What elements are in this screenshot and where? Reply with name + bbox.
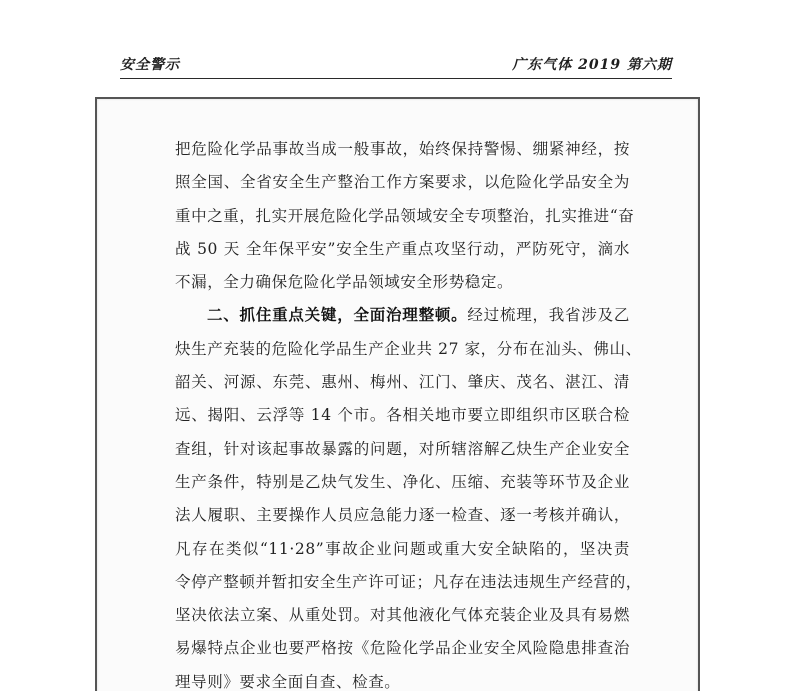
text-line: 理导则》要求全面自查、检查。 bbox=[175, 672, 401, 691]
publication-issue: 广东气体 2019 第六期 bbox=[512, 57, 672, 73]
page-header bbox=[120, 52, 672, 79]
text-line: 查组，针对该起事故暴露的问题，对所辖溶解乙炔生产企业安全 bbox=[175, 439, 630, 458]
text-line: 远、揭阳、云浮等 14 个市。各相关地市要立即组织市区联合检 bbox=[175, 406, 630, 425]
text-line: 不漏，全力确保危险化学品领域安全形势稳定。 bbox=[175, 273, 514, 292]
scanned-document bbox=[95, 97, 700, 691]
text-line: 重中之重，扎实开展危险化学品领域安全专项整治，扎实推进“奋 bbox=[175, 206, 635, 225]
text-line: 易爆特点企业也要严格按《危险化学品企业安全风险隐患排查治 bbox=[175, 639, 630, 658]
text-line: 令停产整顿并暂扣安全生产许可证；凡存在违法违规生产经营的， bbox=[175, 572, 642, 591]
text-line: 坚决依法立案、从重处罚。对其他液化气体充装企业及具有易燃 bbox=[175, 606, 630, 625]
text-line: 照全国、全省安全生产整治工作方案要求，以危险化学品安全为 bbox=[175, 173, 630, 192]
text-line: 凡存在类似“11·28”事故企业问题或重大安全缺陷的，坚决责 bbox=[175, 539, 630, 558]
text-line: 法人履职、主要操作人员应急能力逐一检查、逐一考核并确认， bbox=[175, 506, 630, 525]
paragraph-2-first-line bbox=[175, 303, 630, 336]
paragraph-2-heading: 二、抓住重点关键，全面治理整顿。 bbox=[207, 305, 468, 325]
paragraph-2-text: 经过梳理，我省涉及乙 bbox=[467, 306, 630, 325]
text-line: 韶关、河源、东莞、惠州、梅州、江门、肇庆、茂名、湛江、清 bbox=[175, 373, 630, 392]
document-body bbox=[175, 137, 642, 691]
text-line: 炔生产充装的危险化学品生产企业共 27 家，分布在汕头、佛山、 bbox=[175, 339, 642, 358]
text-line: 战 50 天 全年保平安”安全生产重点攻坚行动，严防死守，滴水 bbox=[175, 239, 630, 258]
text-line: 把危险化学品事故当成一般事故，始终保持警惕、绷紧神经，按 bbox=[175, 140, 630, 158]
text-line: 生产条件，特别是乙炔气发生、净化、压缩、充装等环节及企业 bbox=[175, 472, 630, 491]
section-title: 安全警示 bbox=[120, 57, 180, 73]
